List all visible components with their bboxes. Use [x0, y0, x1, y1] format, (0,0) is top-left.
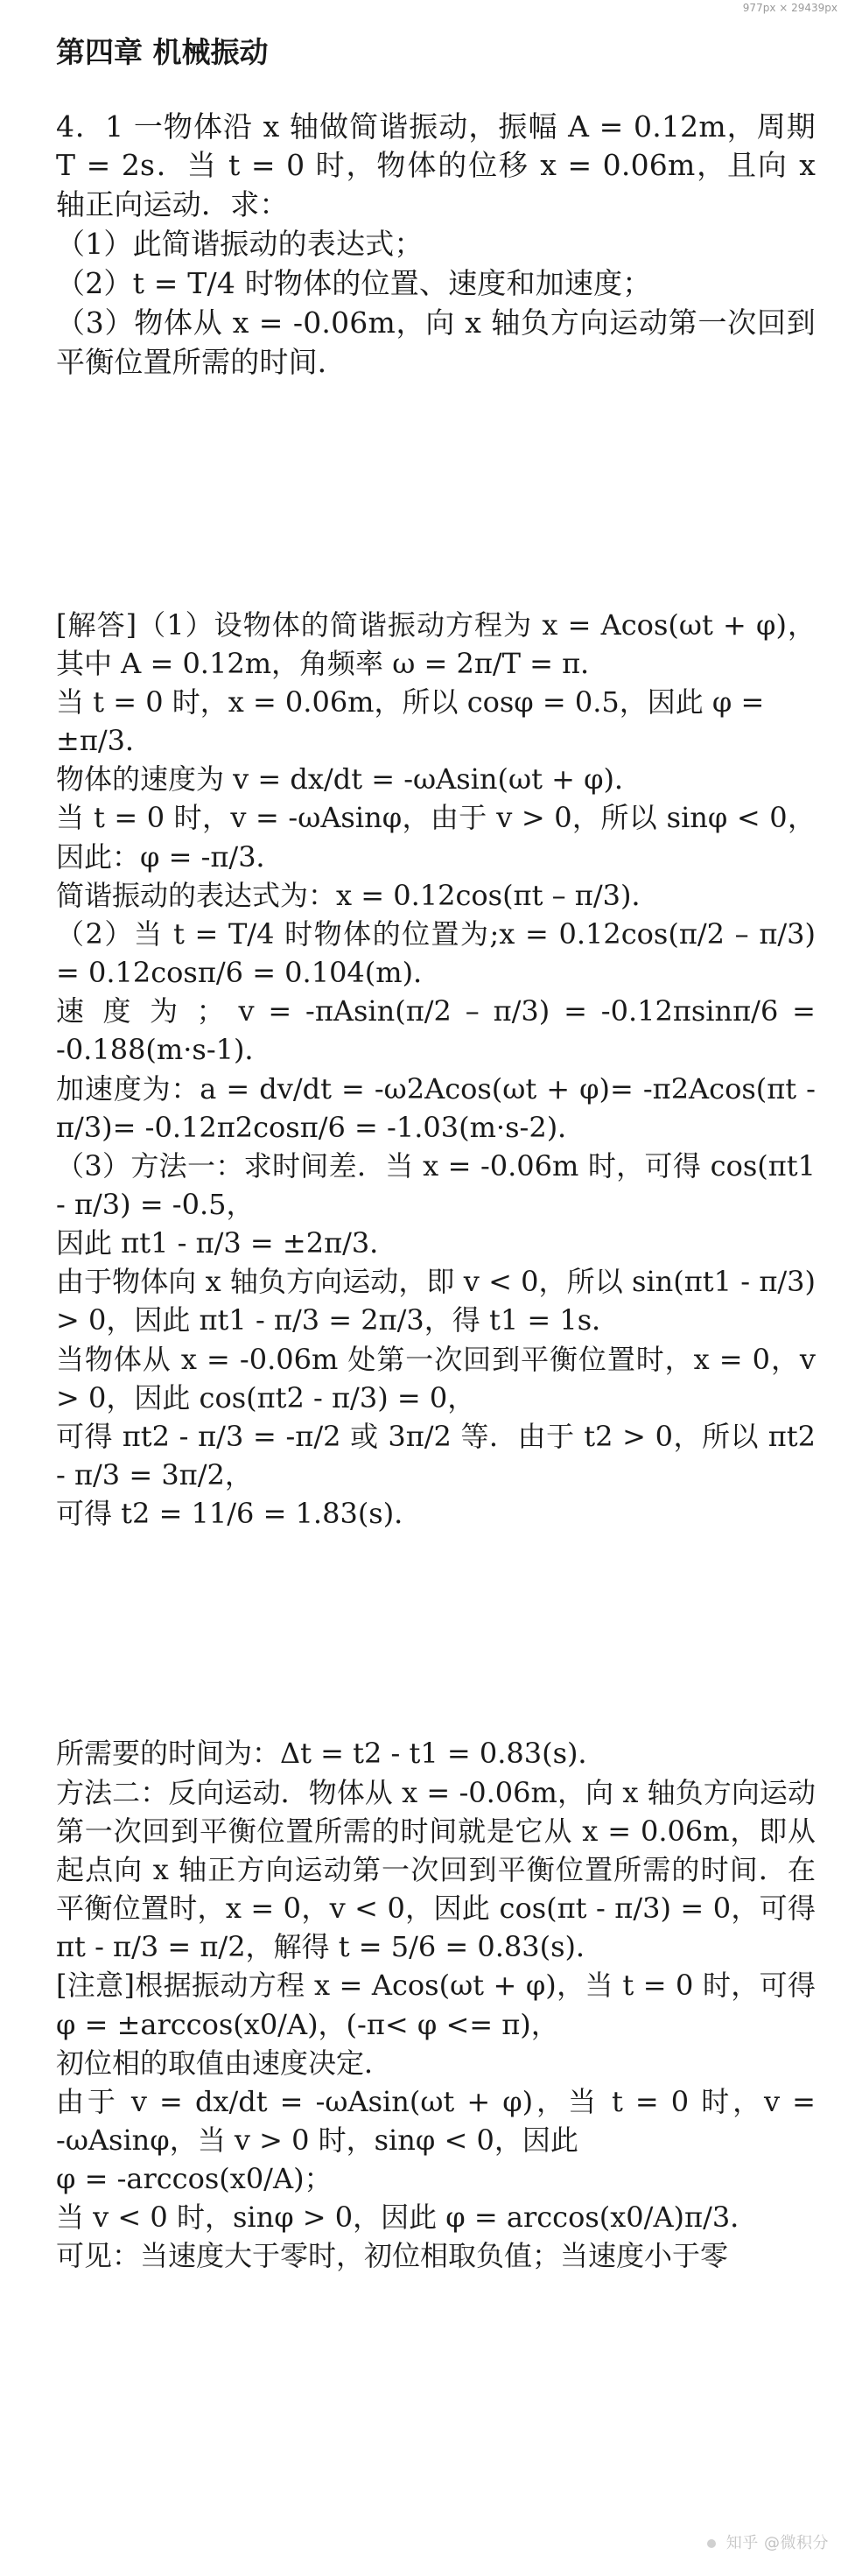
- solution-line: 由于 v = dx/dt = -ωAsin(ωt + φ)，当 t = 0 时，v = -ωAsinφ，当 v > 0 时，sinφ < 0，因此: [56, 2084, 816, 2157]
- solution-line: φ = -arccos(x0/A)；: [56, 2162, 333, 2196]
- image-size-label: 977px × 29439px: [742, 2, 837, 14]
- solution-line: 初位相的取值由速度决定．: [56, 2046, 393, 2080]
- problem-line: （2）t = T/4 时物体的位置、速度和加速度；: [56, 266, 652, 301]
- solution-line: 物体的速度为 v = dx/dt = -ωAsin(ωt + φ)．: [56, 762, 642, 797]
- solution-line: （3）方法一：求时间差．当 x = -0.06m 时，可得 cos(πt1 - π/3) = -0.5，: [56, 1148, 816, 1222]
- problem-line: （1）此简谐振动的表达式；: [56, 227, 424, 262]
- solution-block: [56, 606, 816, 2276]
- watermark: [707, 2530, 829, 2553]
- solution-line: 由于物体向 x 轴负方向运动，即 v < 0，所以 sin(πt1 - π/3) > 0，因此 πt1 - π/3 = 2π/3，得 t1 = 1s．: [56, 1265, 816, 1337]
- solution-line: 当 t = 0 时，x = 0.06m，所以 cosφ = 0.5，因此 φ = ±π/3．: [56, 684, 765, 758]
- watermark-text: 知乎 @微积分: [725, 2534, 829, 2552]
- spacer: [56, 1533, 816, 1734]
- zhihu-logo-icon: [707, 2539, 716, 2548]
- solution-line: 可得 πt2 - π/3 = -π/2 或 3π/2 等．由于 t2 > 0，所以 πt2 - π/3 = 3π/2，: [56, 1419, 816, 1492]
- solution-line: 可见：当速度大于零时，初位相取负值；当速度小于零: [56, 2239, 729, 2273]
- solution-line: 当物体从 x = -0.06m 处第一次回到平衡位置时，x = 0，v > 0，因此 cos(πt2 - π/3) = 0，: [56, 1342, 816, 1414]
- solution-line: 方法二：反向运动．物体从 x = -0.06m，向 x 轴负方向运动第一次回到平衡位置所需的时间就是它从 x = 0.06m，即从起点向 x 轴正方向运动第一次回到平衡位置所需的时间．在平衡位置时，x = 0，v < 0，因此 cos(πt - π/3) = 0，可得 πt - π/3 = π/2，解得 t = 5/6 = 0.83(s)．: [56, 1775, 816, 1964]
- solution-line: 当 t = 0 时，v = -ωAsinφ，由于 v > 0，所以 sinφ < 0，因此：φ = -π/3．: [56, 801, 816, 874]
- solution-line: 速 度 为 ； v = -πAsin(π/2 – π/3) = -0.12πsinπ/6 = -0.188(m·s-1)．: [56, 994, 816, 1067]
- problem-block: [56, 108, 816, 383]
- solution-line: 加速度为：a = dv/dt = -ω2Acos(ωt + φ)= -π2Acos(πt - π/3)= -0.12π2cosπ/6 = -1.03(m·s-2)．: [56, 1071, 816, 1144]
- solution-line: [注意]根据振动方程 x = Acos(ωt + φ)，当 t = 0 时，可得 φ = ±arccos(x0/A)，(-π< φ <= π)，: [56, 1969, 816, 2041]
- problem-line: （3）物体从 x = -0.06m，向 x 轴负方向运动第一次回到平衡位置所需的时间．: [56, 305, 816, 379]
- problem-line: 4．1 一物体沿 x 轴做简谐振动，振幅 A = 0.12m，周期 T = 2s．当 t = 0 时，物体的位移 x = 0.06m，且向 x 轴正向运动．求：: [56, 109, 816, 222]
- solution-line: （2）当 t = T/4 时物体的位置为;x = 0.12cos(π/2 – π/3) = 0.12cosπ/6 = 0.104(m)．: [56, 916, 816, 990]
- solution-line: 可得 t2 = 11/6 = 1.83(s)．: [56, 1497, 423, 1531]
- solution-line: [解答]（1）设物体的简谐振动方程为 x = Acos(ωt + φ)，其中 A = 0.12m，角频率 ω = 2π/T = π．: [56, 607, 816, 680]
- chapter-title: 第四章 机械振动: [56, 35, 269, 69]
- solution-line: 简谐振动的表达式为：x = 0.12cos(πt – π/3)．: [56, 878, 660, 912]
- document-page: [56, 33, 816, 2276]
- solution-line: 当 v < 0 时，sinφ > 0，因此 φ = arccos(x0/A)π/3．: [56, 2200, 759, 2235]
- solution-line: 因此 πt1 - π/3 = ±2π/3．: [56, 1226, 398, 1260]
- solution-line: 所需要的时间为：Δt = t2 - t1 = 0.83(s)．: [56, 1737, 606, 1771]
